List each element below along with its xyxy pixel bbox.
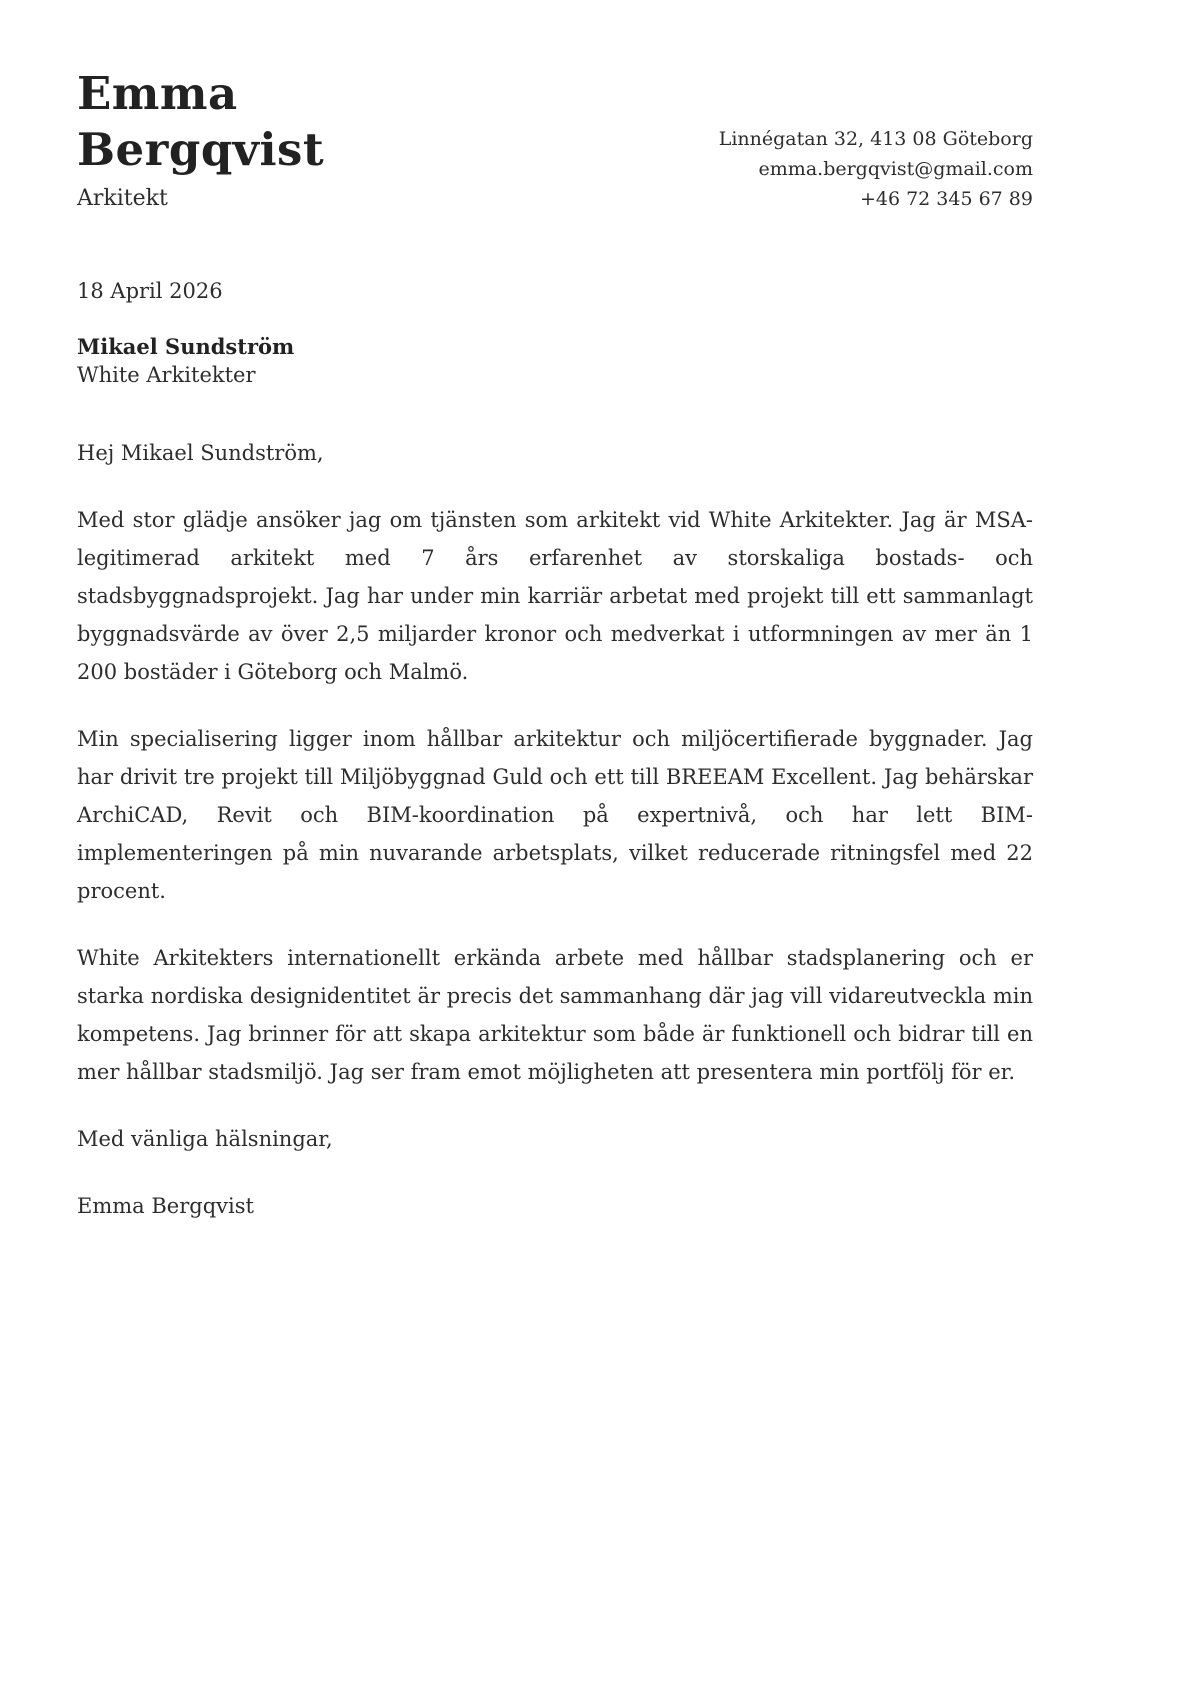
recipient-name: Mikael Sundström [77, 334, 295, 359]
contact-phone: +46 72 345 67 89 [859, 188, 1033, 210]
letter-header [77, 66, 1033, 214]
paragraph: Med stor glädje ansöker jag om tjänsten som arkitekt vid White Arkitekter. Jag är MSA-legitimerad arkitekt med 7 års erfarenhet av storskaliga bostads- och stadsbyggnadsprojekt. Jag har under min karriär arbetat med projekt till ett sammanlagt byggnadsvärde av över 2,5 miljarder kronor och medverkat i utformningen av mer än 1 200 bostäder i Göteborg och Malmö. [77, 508, 1033, 684]
paragraph: White Arkitekters internationellt erkända arbete med hållbar stadsplanering och er starka nordiska designidentitet är precis det sammanhang där jag vill vidareutveckla min kompetens. Jag brinner för att skapa arkitektur som både är funktionell och bidrar till en mer hållbar stadsmiljö. Jag ser fram emot möjligheten att presentera min portfölj för er. [77, 946, 1033, 1084]
paragraph: Min specialisering ligger inom hållbar arkitektur och miljöcertifierade byggnader. Jag har drivit tre projekt till Miljöbyggnad Guld och ett till BREEAM Excellent. Jag behärskar ArchiCAD, Revit och BIM-koordination på expertnivå, och har lett BIM-implementeringen på min nuvarande arbetsplats, vilket reducerade ritningsfel med 22 procent. [77, 727, 1033, 903]
sender-job-title: Arkitekt [77, 186, 168, 211]
signature: Emma Bergqvist [77, 1194, 254, 1218]
contact-address: Linnégatan 32, 413 08 Göteborg [718, 128, 1033, 150]
sender-name-line1: Emma [77, 67, 238, 120]
sender-name-line2: Bergqvist [77, 123, 325, 176]
recipient-company: White Arkitekter [77, 363, 256, 387]
letter-body [77, 434, 1033, 1225]
contact-email: emma.bergqvist@gmail.com [758, 158, 1033, 180]
sender-identity [77, 66, 324, 214]
contact-block [719, 124, 1033, 214]
letter-date: 18 April 2026 [77, 279, 223, 303]
closing: Med vänliga hälsningar, [77, 1127, 333, 1151]
recipient-block [77, 332, 1033, 390]
sender-name [77, 66, 324, 178]
greeting: Hej Mikael Sundström, [77, 441, 324, 465]
